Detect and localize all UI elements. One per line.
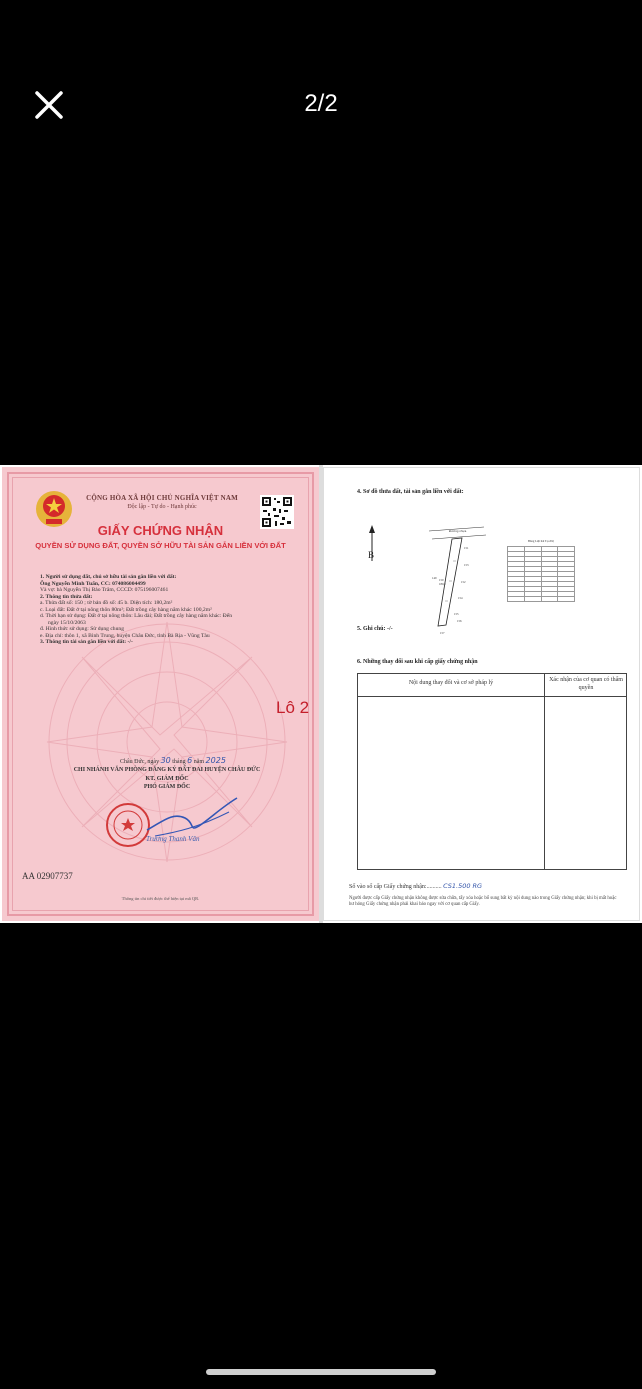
certificate-photo[interactable] <box>0 465 642 923</box>
north-label: B <box>368 550 375 560</box>
info-line: 1. Người sử dụng đất, chủ sở hữu tài sản gắn liền với đất: <box>40 574 177 580</box>
road-label: Đường nhựa <box>449 529 467 533</box>
signer-name: Trương Thanh Vân <box>146 835 200 843</box>
nation-motto: Độc lập - Tự do - Hạnh phúc <box>127 504 197 510</box>
date-month-label: tháng <box>172 759 186 765</box>
date-year-label: năm <box>193 759 205 765</box>
column-divider <box>544 674 545 869</box>
date-year: 2025 <box>205 756 226 765</box>
viewer-top-bar <box>0 0 642 200</box>
changes-column-approval: Xác nhận của cơ quan có thẩm quyền <box>549 677 623 691</box>
info-line: 2. Thông tin thửa đất: <box>40 593 93 600</box>
info-line: 3. Thông tin tài sản gắn liền với đất: -/- <box>40 639 133 645</box>
nation-name: CỘNG HÒA XÃ HỘI CHỦ NGHĨA VIỆT NAM <box>86 494 238 502</box>
svg-text:152: 152 <box>461 580 466 584</box>
changes-column-content: Nội dung thay đổi và cơ sở pháp lý <box>408 680 494 686</box>
home-indicator[interactable] <box>206 1369 436 1375</box>
svg-text:151: 151 <box>464 546 469 550</box>
info-line: e. Địa chỉ: thôn 1, xã Bình Trung, huyện Châu Đức, tỉnh Bà Rịa - Vũng Tàu <box>40 632 210 639</box>
certificate-title: GIẤY CHỨNG NHẬN <box>97 523 224 538</box>
issuing-office: CHI NHÁNH VĂN PHÒNG ĐĂNG KÝ ĐẤT ĐAI HUYỆN CHÂU ĐỨC <box>73 767 261 773</box>
certificate-front-page <box>2 467 319 921</box>
footnote: Người được cấp Giấy chứng nhận không được sửa chữa, tẩy xóa hoặc bổ sung bất kỳ nội dung nào trong Giấy chứng nhận; khi bị mất hoặc hư hỏng Giấy chứng nhận phải khai báo ngay với cơ quan cấp Giấy. <box>349 896 617 907</box>
certificate-subtitle: QUYỀN SỬ DỤNG ĐẤT, QUYỀN SỞ HỮU TÀI SẢN GẮN LIỀN VỚI ĐẤT <box>35 541 286 550</box>
signing-date <box>120 756 226 765</box>
registration-label: Số vào sổ cấp Giấy chứng nhận:.......... <box>349 884 442 890</box>
coordinate-table-title: Bảng Liệt Kê Tọa Độ <box>528 539 554 543</box>
svg-text:180,2: 180,2 <box>439 582 446 586</box>
section-6-heading: 6. Những thay đổi sau khi cấp giấy chứng nhận <box>357 659 478 665</box>
info-line: Ông Nguyễn Minh Tuấn, CC: 074086004499 <box>40 580 146 587</box>
svg-text:155: 155 <box>454 612 459 616</box>
land-plot-diagram <box>354 521 494 636</box>
svg-text:156: 156 <box>457 619 462 623</box>
signer-role: PHÓ GIÁM ĐỐC <box>143 784 191 790</box>
svg-text:150: 150 <box>439 578 444 582</box>
registration-number <box>349 882 482 890</box>
info-line: a. Thửa đất số: 150 ; tờ bản đồ số: 45 b. Diện tích: 180,2m² <box>40 600 173 606</box>
coordinate-table <box>507 546 575 602</box>
date-prefix: Châu Đức, ngày <box>120 759 160 765</box>
svg-text:157: 157 <box>440 631 445 635</box>
svg-text:153: 153 <box>464 563 469 567</box>
changes-table <box>357 673 627 870</box>
info-line: ngày 15/10/2063 <box>48 619 86 626</box>
certificate-info <box>40 574 300 646</box>
certificate-back-page <box>323 467 640 921</box>
signing-authority: KT. GIÁM ĐỐC <box>145 776 189 782</box>
date-month: 6 <box>187 756 193 765</box>
registration-value: CS1.500 RG <box>443 882 483 890</box>
qr-note: Thông tin chi tiết được thể hiện tại mã QR. <box>121 896 200 901</box>
lot-label: Lô 2 <box>276 698 310 717</box>
serial-number: AA 02907737 <box>22 871 73 881</box>
date-day: 30 <box>160 756 171 765</box>
svg-text:154: 154 <box>458 596 463 600</box>
section-4-heading: 4. Sơ đồ thửa đất, tài sản gắn liền với đất: <box>357 489 464 495</box>
info-line: c. Loại đất: Đất ở tại nông thôn 80m²; Đất trồng cây hàng năm khác 100,2m² <box>40 606 212 613</box>
info-line: d. Thời hạn sử dụng: Đất ở tại nông thôn: Lâu dài; Đất trồng cây hàng năm khác: Đến <box>40 613 232 619</box>
svg-text:149: 149 <box>432 576 437 580</box>
section-5-notes: 5. Ghi chú: -/- <box>357 626 393 632</box>
info-line: Và vợ: bà Nguyễn Thị Bảo Trâm, CCCD: 075196007461 <box>40 587 169 593</box>
info-line: đ. Hình thức sử dụng: Sử dụng chung <box>40 626 124 632</box>
image-counter: 2/2 <box>304 90 338 117</box>
